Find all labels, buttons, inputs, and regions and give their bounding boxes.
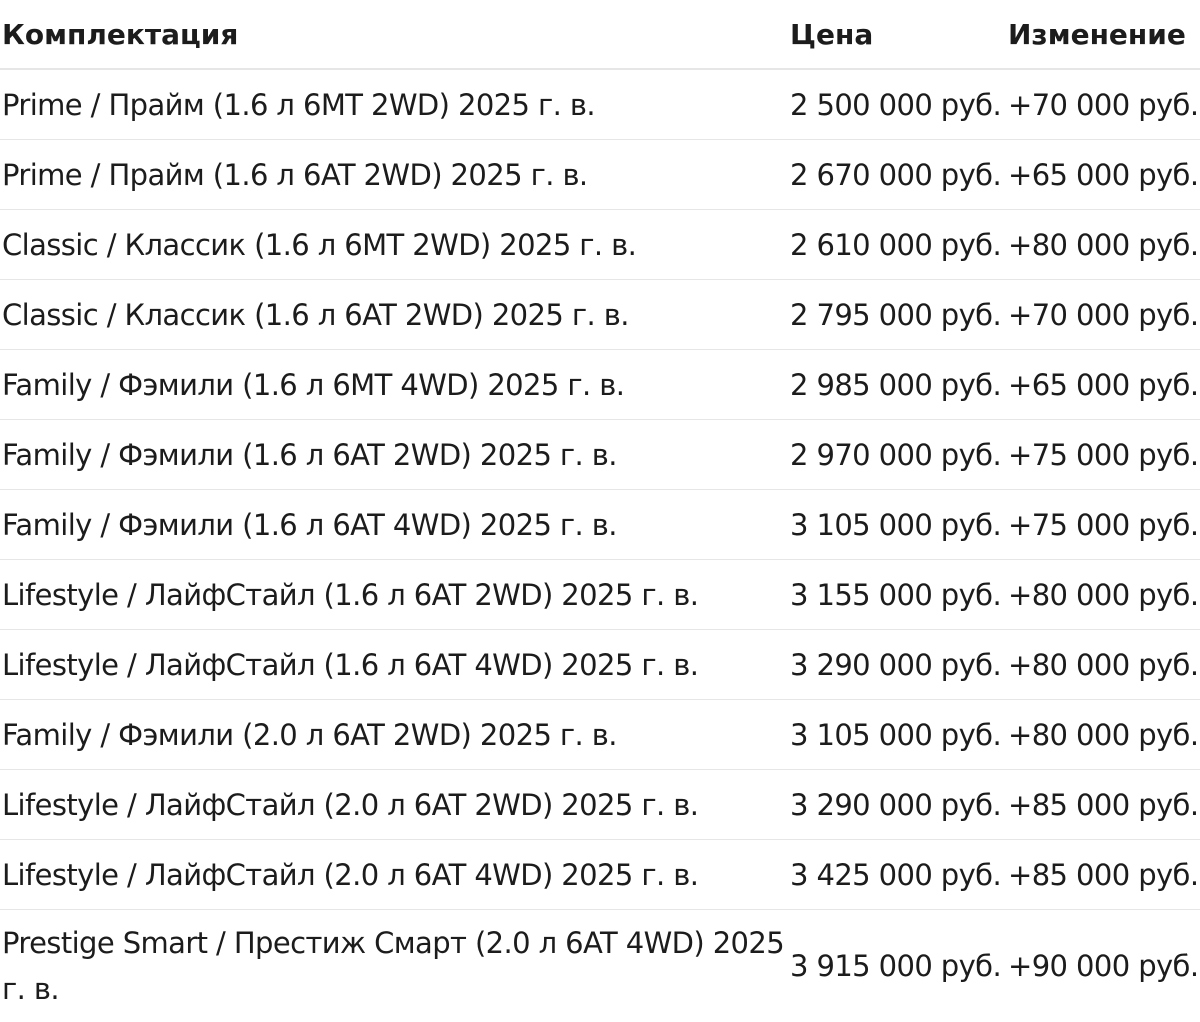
- trim-cell: Family / Фэмили (2.0 л 6AT 2WD) 2025 г. в.: [0, 700, 788, 770]
- price-cell: 2 985 000 руб.: [788, 350, 1006, 420]
- table-row: [0, 700, 1200, 770]
- table-row: [0, 280, 1200, 350]
- change-cell: +75 000 руб.: [1006, 420, 1200, 490]
- trim-cell: Classic / Классик (1.6 л 6MT 2WD) 2025 г. в.: [0, 210, 788, 280]
- price-cell: 3 105 000 руб.: [788, 700, 1006, 770]
- price-cell: 3 290 000 руб.: [788, 770, 1006, 840]
- trim-cell: Lifestyle / ЛайфСтайл (2.0 л 6AT 4WD) 2025 г. в.: [0, 840, 788, 910]
- change-cell: +80 000 руб.: [1006, 630, 1200, 700]
- table-row: [0, 770, 1200, 840]
- price-cell: 2 610 000 руб.: [788, 210, 1006, 280]
- price-cell: 3 105 000 руб.: [788, 490, 1006, 560]
- trim-cell: Family / Фэмили (1.6 л 6AT 2WD) 2025 г. в.: [0, 420, 788, 490]
- price-cell: 2 795 000 руб.: [788, 280, 1006, 350]
- header-change: Изменение: [1006, 0, 1200, 69]
- change-cell: +80 000 руб.: [1006, 560, 1200, 630]
- change-cell: +70 000 руб.: [1006, 69, 1200, 140]
- table-header: [0, 0, 1200, 69]
- table-row: [0, 560, 1200, 630]
- table-row: [0, 210, 1200, 280]
- change-cell: +65 000 руб.: [1006, 140, 1200, 210]
- change-cell: +90 000 руб.: [1008, 949, 1199, 983]
- header-trim: Комплектация: [0, 0, 788, 69]
- change-cell: +65 000 руб.: [1006, 350, 1200, 420]
- header-row: [0, 0, 1200, 69]
- trim-cell: Lifestyle / ЛайфСтайл (1.6 л 6AT 2WD) 2025 г. в.: [0, 560, 788, 630]
- trim-cell: Family / Фэмили (1.6 л 6AT 4WD) 2025 г. в.: [0, 490, 788, 560]
- price-cell: 2 670 000 руб.: [788, 140, 1006, 210]
- change-cell: +75 000 руб.: [1006, 490, 1200, 560]
- trim-cell: Prestige Smart / Престиж Смарт (2.0 л 6AT 4WD) 2025 г. в.: [2, 926, 785, 1006]
- price-cell: 3 290 000 руб.: [788, 630, 1006, 700]
- trim-cell: Lifestyle / ЛайфСтайл (1.6 л 6AT 4WD) 2025 г. в.: [0, 630, 788, 700]
- price-cell: 2 500 000 руб.: [788, 69, 1006, 140]
- table-body: [0, 69, 1200, 1022]
- table-row: [0, 350, 1200, 420]
- table-row: [0, 69, 1200, 140]
- change-cell: +80 000 руб.: [1006, 700, 1200, 770]
- table-row: [0, 910, 1200, 1022]
- table-row: [0, 140, 1200, 210]
- trim-cell: Family / Фэмили (1.6 л 6MT 4WD) 2025 г. в.: [0, 350, 788, 420]
- change-cell: +85 000 руб.: [1006, 840, 1200, 910]
- trim-cell: Prime / Прайм (1.6 л 6AT 2WD) 2025 г. в.: [0, 140, 788, 210]
- table-row: [0, 840, 1200, 910]
- trim-cell: Prime / Прайм (1.6 л 6MT 2WD) 2025 г. в.: [0, 69, 788, 140]
- header-price: Цена: [788, 0, 1006, 69]
- trim-cell: Classic / Классик (1.6 л 6AT 2WD) 2025 г. в.: [0, 280, 788, 350]
- change-cell: +85 000 руб.: [1006, 770, 1200, 840]
- change-cell: +70 000 руб.: [1006, 280, 1200, 350]
- price-cell: 3 155 000 руб.: [788, 560, 1006, 630]
- price-cell: 2 970 000 руб.: [788, 420, 1006, 490]
- table-row: [0, 630, 1200, 700]
- table-row: [0, 490, 1200, 560]
- price-cell: 3 915 000 руб.: [790, 949, 1002, 983]
- table-row: [0, 420, 1200, 490]
- trim-cell: Lifestyle / ЛайфСтайл (2.0 л 6AT 2WD) 2025 г. в.: [0, 770, 788, 840]
- change-cell: +80 000 руб.: [1006, 210, 1200, 280]
- price-cell: 3 425 000 руб.: [788, 840, 1006, 910]
